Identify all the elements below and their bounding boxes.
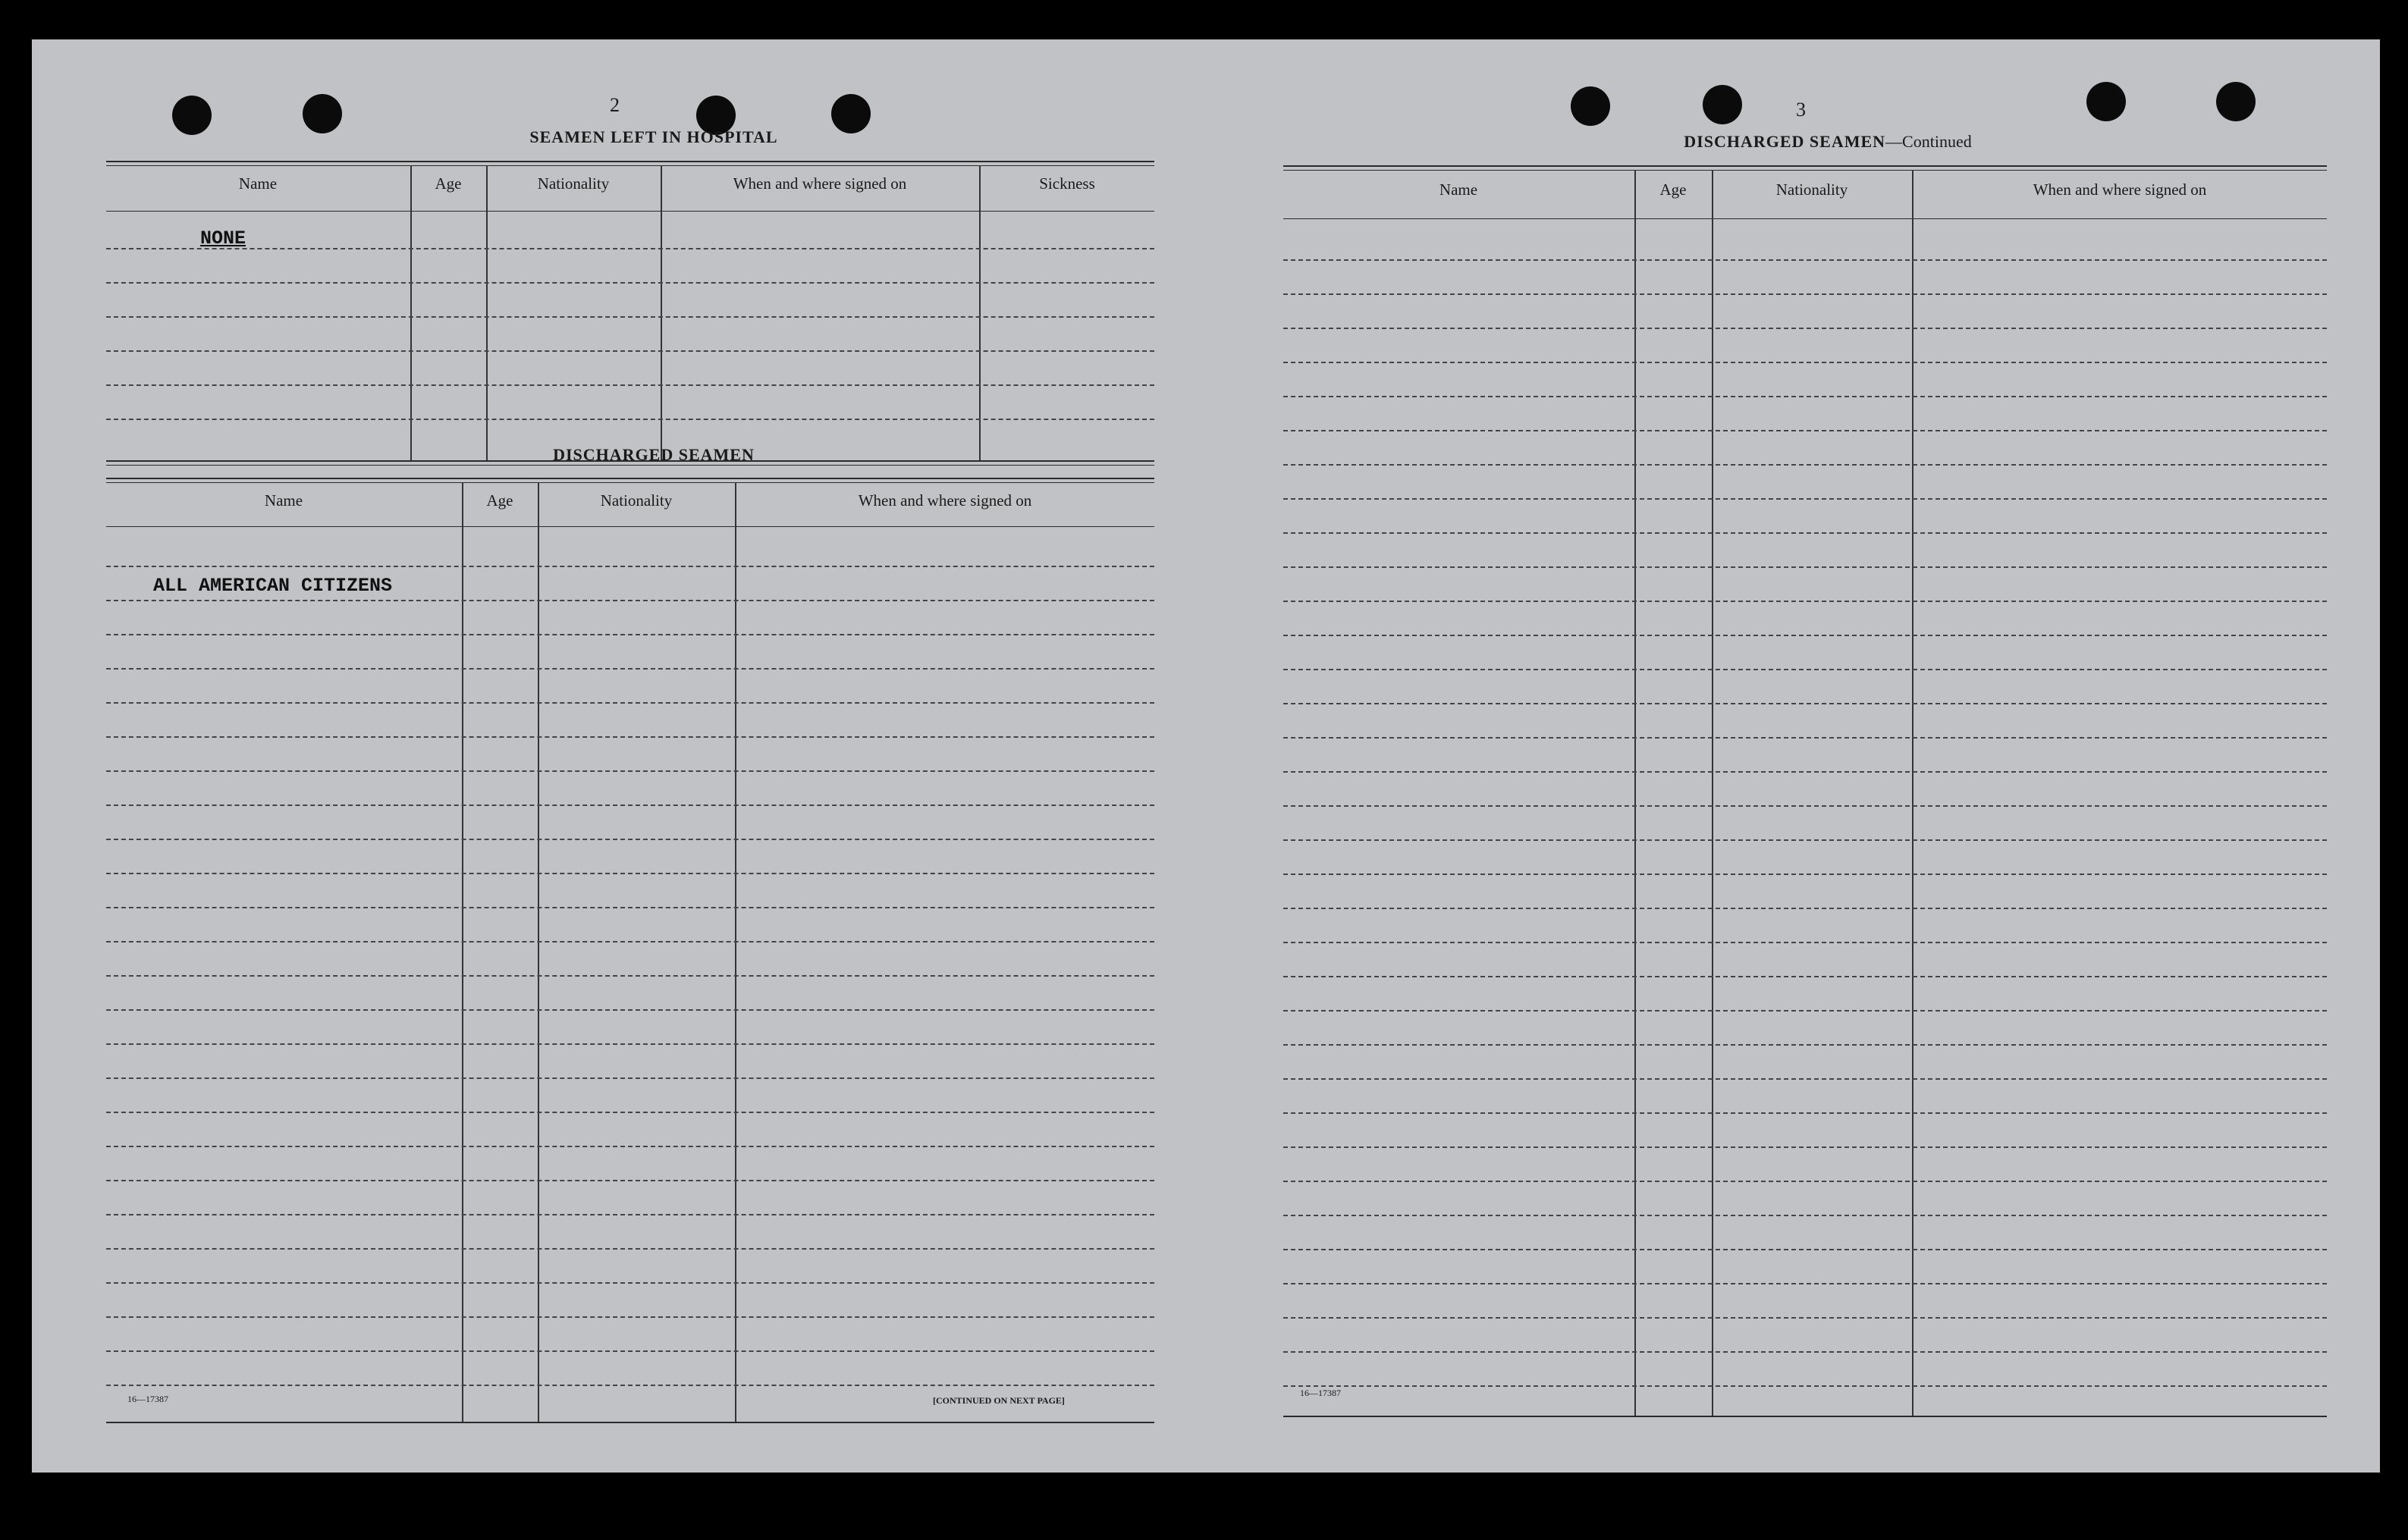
continued-note: [CONTINUED ON NEXT PAGE] — [933, 1395, 1065, 1406]
entry-line — [1283, 976, 2327, 977]
entry-line — [1283, 328, 2327, 329]
entry-line — [106, 384, 1154, 386]
continued-table-title — [1524, 132, 2131, 152]
column-divider — [661, 165, 662, 461]
hospital-table-title: SEAMEN LEFT IN HOSPITAL — [529, 127, 778, 146]
table-rule — [106, 161, 1154, 162]
entry-line — [1283, 601, 2327, 602]
entry-line — [1283, 635, 2327, 636]
entry-line — [1283, 259, 2327, 261]
entry-line — [1283, 362, 2327, 363]
entry-line — [106, 1282, 1154, 1284]
column-header-age: Age — [486, 491, 513, 510]
entry-line — [106, 1180, 1154, 1181]
entry-line — [106, 1248, 1154, 1250]
entry-line — [1283, 1317, 2327, 1319]
page-number: 3 — [1796, 99, 1806, 121]
entry-line — [106, 770, 1154, 772]
entry-line — [1283, 464, 2327, 466]
entry-line — [1283, 1215, 2327, 1216]
entry-line — [106, 634, 1154, 635]
entry-line — [1283, 566, 2327, 568]
column-divider — [486, 165, 488, 461]
table-rule — [1283, 165, 2327, 167]
entry-line — [106, 1350, 1154, 1352]
entry-line — [106, 975, 1154, 977]
column-header-signed-on: When and where signed on — [733, 174, 907, 193]
continued-title-suffix: —Continued — [1885, 132, 1972, 151]
entry-line — [106, 668, 1154, 670]
entry-line — [106, 282, 1154, 284]
entry-line — [1283, 874, 2327, 875]
entry-line — [1283, 1010, 2327, 1012]
page-number: 2 — [610, 94, 620, 116]
entry-line — [106, 350, 1154, 352]
entry-line — [106, 1316, 1154, 1318]
punch-hole — [172, 96, 212, 135]
form-number: 16—17387 — [127, 1394, 168, 1404]
entry-line — [106, 1146, 1154, 1147]
entry-line — [1283, 669, 2327, 670]
entry-line — [1283, 737, 2327, 739]
entry-line — [1283, 1044, 2327, 1046]
entry-line — [106, 1077, 1154, 1079]
column-divider — [1712, 170, 1713, 1416]
entry-line — [1283, 430, 2327, 431]
entry-line — [106, 1009, 1154, 1011]
entry-line — [106, 1214, 1154, 1215]
entry-line — [1283, 1181, 2327, 1182]
entry-line — [106, 702, 1154, 704]
entry-line — [1283, 498, 2327, 500]
table-bottom-rule — [106, 465, 1154, 466]
form-number: 16—17387 — [1300, 1388, 1341, 1398]
column-divider — [462, 482, 463, 1422]
entry-line — [106, 907, 1154, 908]
entry-line — [106, 1043, 1154, 1045]
column-header-signed-on: When and where signed on — [858, 491, 1032, 510]
entry-line — [1283, 805, 2327, 807]
entry-line — [1283, 1385, 2327, 1387]
column-header-signed-on: When and where signed on — [2033, 180, 2207, 199]
column-header-nationality: Nationality — [1775, 180, 1848, 199]
table-rule — [1283, 170, 2327, 171]
continued-title-main: DISCHARGED SEAMEN — [1684, 132, 1886, 151]
entry-line — [1283, 396, 2327, 397]
ledger-sheet — [32, 39, 2380, 1473]
table-rule — [106, 478, 1154, 479]
entry-line — [106, 839, 1154, 840]
entry-line — [106, 419, 1154, 420]
entry-line — [106, 600, 1154, 601]
entry-line — [1283, 1283, 2327, 1284]
entry-line — [1283, 839, 2327, 841]
column-header-name: Name — [238, 174, 278, 193]
entry-line — [106, 316, 1154, 318]
discharged-table-title: DISCHARGED SEAMEN — [553, 445, 755, 464]
column-divider — [1634, 170, 1636, 1416]
hospital-entry: NONE — [200, 227, 246, 249]
punch-hole — [1571, 86, 1610, 126]
table-rule — [106, 165, 1154, 166]
entry-line — [1283, 1249, 2327, 1250]
entry-line — [106, 1112, 1154, 1113]
table-rule — [106, 482, 1154, 483]
discharged-entry: ALL AMERICAN CITIZENS — [153, 575, 393, 597]
punch-hole — [2216, 82, 2256, 121]
header-rule — [1283, 218, 2327, 219]
entry-line — [1283, 942, 2327, 943]
column-divider — [410, 165, 412, 461]
column-header-name: Name — [264, 491, 303, 510]
column-divider — [1912, 170, 1914, 1416]
entry-line — [106, 1385, 1154, 1386]
entry-line — [106, 248, 1154, 249]
entry-line — [1283, 1078, 2327, 1080]
table-bottom-rule — [106, 1422, 1154, 1423]
column-header-age: Age — [1659, 180, 1687, 199]
column-divider — [538, 482, 539, 1422]
header-rule — [106, 526, 1154, 527]
entry-line — [1283, 908, 2327, 909]
entry-line — [106, 873, 1154, 874]
entry-line — [1283, 1112, 2327, 1114]
punch-hole — [303, 94, 342, 133]
column-header-nationality: Nationality — [600, 491, 673, 510]
entry-line — [106, 805, 1154, 806]
column-header-name: Name — [1439, 180, 1478, 199]
column-header-nationality: Nationality — [537, 174, 610, 193]
entry-line — [1283, 532, 2327, 534]
entry-line — [1283, 1146, 2327, 1148]
entry-line — [1283, 1351, 2327, 1353]
entry-line — [106, 941, 1154, 943]
column-divider — [735, 482, 736, 1422]
entry-line — [1283, 703, 2327, 704]
punch-hole — [1703, 85, 1742, 124]
column-divider — [979, 165, 981, 461]
entry-line — [1283, 771, 2327, 773]
entry-line — [106, 736, 1154, 738]
entry-line — [1283, 293, 2327, 295]
table-bottom-rule — [1283, 1416, 2327, 1417]
column-header-sickness: Sickness — [1039, 174, 1095, 193]
column-header-age: Age — [435, 174, 462, 193]
entry-line — [106, 566, 1154, 567]
punch-hole — [2086, 82, 2126, 121]
header-rule — [106, 211, 1154, 212]
